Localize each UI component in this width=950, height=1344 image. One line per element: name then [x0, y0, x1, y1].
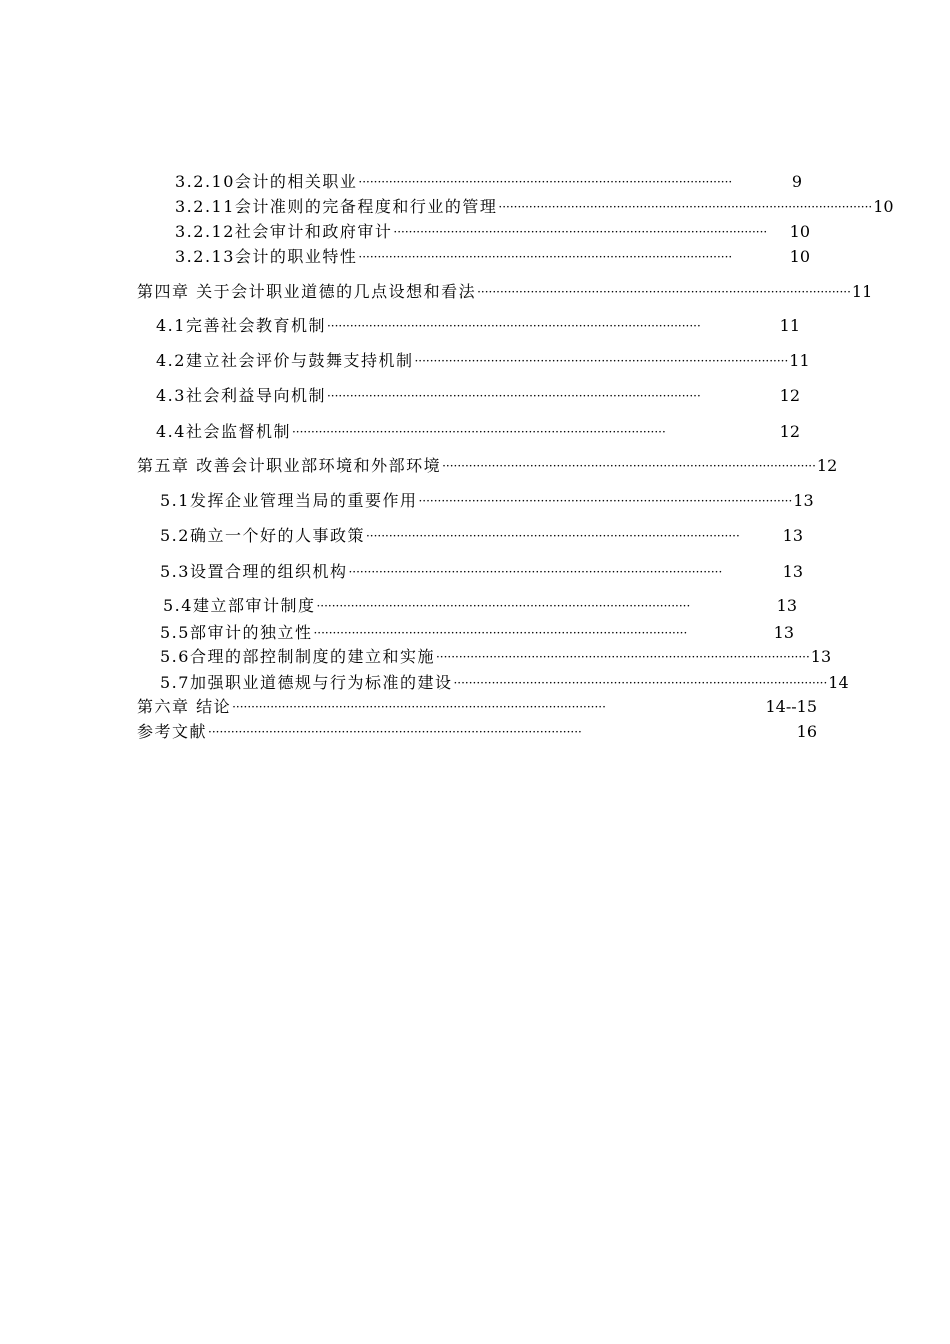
toc-entry-label: 3.2.11会计准则的完备程度和行业的管理: [175, 197, 498, 216]
toc-entry-4-4: [156, 420, 800, 444]
toc-entry-page: 14--15: [765, 697, 817, 716]
toc-entry-label: 4.3社会利益导向机制: [156, 386, 326, 405]
toc-entry-4-2: [156, 349, 810, 373]
toc-entry-page: 12: [779, 422, 800, 441]
toc-entry-page: 10: [789, 222, 810, 241]
toc-dot-leader: ··································································································: [365, 529, 740, 543]
toc-entry-4-1: [156, 314, 800, 338]
toc-entry-3-2-12: [175, 220, 810, 244]
toc-entry-3-2-10: [175, 170, 802, 194]
toc-entry-page: 12: [816, 456, 838, 475]
toc-entry-page: 16: [796, 722, 817, 741]
toc-dot-leader: ··································································································: [414, 354, 789, 368]
toc-dot-leader: ··································································································: [326, 389, 701, 403]
toc-entry-5-6: [160, 645, 832, 669]
toc-dot-leader: ··································································································: [418, 494, 793, 508]
toc-entry-label: 5.7加强职业道德规与行为标准的建设: [160, 673, 453, 692]
toc-dot-leader: ··································································································: [326, 319, 701, 333]
toc-entry-label: 4.1完善社会教育机制: [156, 316, 326, 335]
toc-entry-label: 5.3设置合理的组织机构: [160, 562, 348, 581]
toc-entry-label: 5.6合理的部控制制度的建立和实施: [160, 647, 435, 666]
toc-dot-leader: ··································································································: [232, 700, 606, 714]
toc-entry-page: 10: [873, 197, 894, 216]
toc-entry-5-2: [160, 524, 803, 548]
toc-entry-label: 3.2.12社会审计和政府审计: [175, 222, 393, 241]
toc-entry-label: 5.2确立一个好的人事政策: [160, 526, 365, 545]
toc-dot-leader: ··································································································: [498, 200, 873, 214]
toc-dot-leader: ··································································································: [208, 725, 582, 739]
toc-entry-label: 第四章 关于会计职业道德的几点设想和看法: [137, 282, 477, 301]
toc-entry-label: 第六章 结论: [137, 697, 232, 716]
toc-entry-5-5: [160, 621, 794, 645]
toc-entry-chapter-6: [137, 695, 817, 719]
toc-entry-page: 13: [776, 596, 797, 615]
toc-dot-leader: ··································································································: [291, 425, 666, 439]
toc-entry-page: 13: [782, 562, 803, 581]
toc-entry-page: 9: [791, 172, 802, 191]
toc-entry-label: 4.4社会监督机制: [156, 422, 291, 441]
toc-entry-5-1: [160, 489, 812, 513]
toc-dot-leader: ··································································································: [477, 285, 851, 299]
toc-entry-page: 11: [851, 282, 873, 301]
toc-entry-3-2-13: [175, 245, 810, 269]
toc-entry-label: 5.4建立部审计制度: [163, 596, 316, 615]
toc-dot-leader: ··································································································: [393, 225, 768, 239]
toc-entry-page: 13: [810, 647, 832, 666]
toc-dot-leader: ··································································································: [435, 650, 810, 664]
toc-entry-label: 5.1发挥企业管理当局的重要作用: [160, 491, 418, 510]
toc-entry-label: 4.2建立社会评价与鼓舞支持机制: [156, 351, 414, 370]
toc-entry-chapter-5: [137, 454, 838, 478]
toc-entry-page: 10: [789, 247, 810, 266]
toc-entry-label: 5.5部审计的独立性: [160, 623, 313, 642]
toc-entry-label: 参考文献: [137, 722, 208, 741]
toc-entry-page: 12: [779, 386, 800, 405]
toc-entry-page: 11: [779, 316, 800, 335]
toc-entry-5-3: [160, 560, 803, 584]
toc-entry-page: 13: [773, 623, 794, 642]
toc-dot-leader: ··································································································: [348, 565, 723, 579]
toc-entry-references: [137, 720, 817, 744]
toc-dot-leader: ··································································································: [313, 626, 688, 640]
toc-dot-leader: ··································································································: [453, 676, 828, 690]
toc-dot-leader: ··································································································: [316, 599, 691, 613]
toc-entry-label: 3.2.13会计的职业特性: [175, 247, 358, 266]
toc-entry-5-4: [163, 594, 797, 618]
toc-entry-4-3: [156, 384, 800, 408]
toc-dot-leader: ··································································································: [358, 250, 733, 264]
toc-entry-3-2-11: [175, 195, 894, 219]
toc-entry-page: 13: [793, 491, 814, 510]
toc-entry-label: 3.2.10会计的相关职业: [175, 172, 358, 191]
toc-entry-page: 11: [789, 351, 810, 370]
toc-entry-label: 第五章 改善会计职业部环境和外部环境: [137, 456, 442, 475]
toc-dot-leader: ··································································································: [358, 175, 733, 189]
toc-entry-5-7: [160, 671, 849, 695]
toc-entry-page: 13: [782, 526, 803, 545]
toc-entry-page: 14: [828, 673, 849, 692]
toc-dot-leader: ··································································································: [442, 459, 816, 473]
toc-entry-chapter-4: [137, 280, 873, 304]
